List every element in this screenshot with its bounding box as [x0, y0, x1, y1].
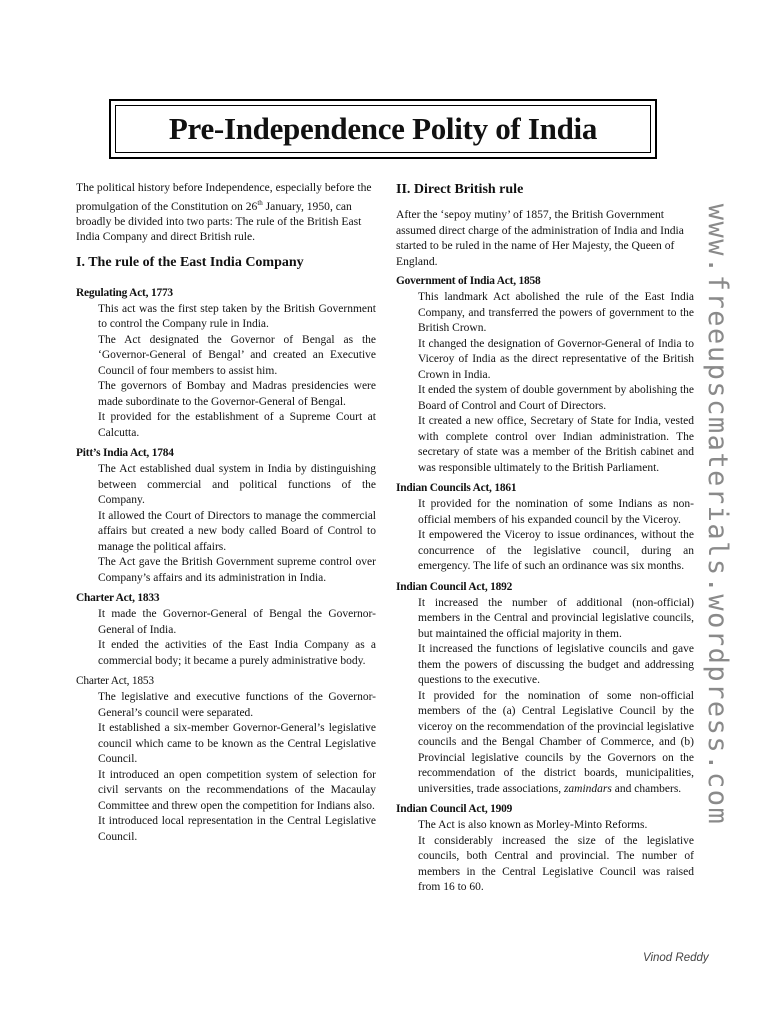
act-heading: Pitt’s India Act, 1784 [76, 447, 174, 460]
act-section [76, 447, 376, 586]
act-point: It increased the functions of legislative councils and gave them the powers of discussing the budget and addressing questions to the executive. [418, 643, 694, 686]
part2-intro: After the ‘sepoy mutiny’ of 1857, the British Government assumed direct charge of the administration of India and India started to be ruled in the name of Her Majesty, the Queen of England. [396, 208, 684, 268]
act-point: It increased the number of additional (non-official) members in the Central and provincial legislative councils, but maintained the official majority in them. [418, 596, 694, 640]
act-section [396, 482, 694, 575]
act-point: It provided for the nomination of some non-official members of the (a) Central Legislative Council by the viceroy on the recommendation of the provincial legislative councils and the Bengal Chamber of Commerce, and (b) Provincial legislative councils by the Governors on the recommendation of the district boards, municipalities, universities, trade associations, zamindars and chambers. [418, 689, 694, 795]
act-point: This landmark Act abolished the rule of the East India Company, and transferred the powers of government to the British Crown. [418, 291, 694, 334]
act-points [396, 290, 694, 476]
intro-paragraph [76, 180, 376, 245]
part1-acts [76, 287, 376, 846]
act-section [76, 592, 376, 669]
act-point: This act was the first step taken by the British Government to control the Company rule in India. [98, 302, 376, 331]
intro-superscript: th [257, 198, 263, 207]
act-point: It provided for the establishment of a Supreme Court at Calcutta. [98, 411, 376, 439]
act-point: It allowed the Court of Directors to manage the commercial affairs but created a new body called Board of Control to manage the political affairs. [98, 509, 376, 553]
act-points [396, 596, 694, 798]
act-point: The Act designated the Governor of Bengal as the ‘Governor-General of Bengal’ and created an Executive Council of four members to assist him. [98, 333, 376, 377]
right-column [396, 182, 694, 902]
act-heading: Regulating Act, 1773 [76, 286, 173, 299]
act-point: It ended the system of double government by abolishing the Board of Control and Court of Directors. [418, 384, 694, 412]
part2-acts [396, 275, 694, 896]
act-heading: Charter Act, 1853 [76, 675, 154, 688]
act-points [396, 818, 694, 896]
watermark-text: www.freeupscmaterials.wordpress.com [702, 203, 734, 825]
act-section [76, 675, 376, 845]
act-heading: Indian Council Act, 1909 [396, 803, 513, 815]
act-point: It introduced local representation in the Central Legislative Council. [98, 815, 376, 843]
act-points [76, 302, 376, 442]
act-point: It empowered the Viceroy to issue ordinances, without the concurrence of the legislative council, during an emergency. The life of such an ordinance was six months. [418, 529, 694, 572]
act-heading: Indian Councils Act, 1861 [396, 482, 517, 494]
author-name: Vinod Reddy [643, 952, 709, 964]
title-box [109, 99, 657, 159]
intro-text-after: January, 1950, can broadly be divided into two parts: The rule of the British East India Company and direct British rule. [76, 199, 362, 244]
act-point: The legislative and executive functions of the Governor-General’s council were separated. [98, 691, 376, 719]
act-point: It changed the designation of Governor-General of India to Viceroy of India as the direct representative of the British Crown in India. [418, 337, 694, 381]
act-point: The Act gave the British Government supreme control over Company’s affairs and its administration in India. [98, 556, 376, 584]
act-point: The Act established dual system in India by distinguishing between commercial and political functions of the Company. [98, 463, 376, 507]
title-inner-border [115, 105, 651, 153]
act-point: It introduced an open competition system of selection for civil servants on the recommendations of the Macaulay Committee and threw open the competition for Indians also. [98, 768, 376, 812]
act-point: It created a new office, Secretary of State for India, vested with complete control over Indian administration. The secretary of state was a member of the British cabinet and was responsible ultimately to the British Parliament. [418, 415, 694, 474]
act-point: It established a six-member Governor-General’s legislative council which came to be known as the Central Legislative Council. [98, 722, 376, 766]
intro-text-before: The political history before Independence, especially before the promulgation of the Constitution on 26 [76, 181, 372, 213]
act-heading: Government of India Act, 1858 [396, 275, 541, 287]
act-points [76, 690, 376, 845]
act-points [76, 607, 376, 669]
act-points [396, 497, 694, 575]
act-points [76, 462, 376, 586]
act-section [76, 287, 376, 442]
italic-term: zamindars [563, 782, 612, 795]
part1-heading: I. The rule of the East India Company [76, 254, 304, 270]
act-section [396, 581, 694, 798]
watermark [698, 126, 738, 902]
page-title: Pre-Independence Polity of India [168, 111, 598, 146]
act-point: It considerably increased the size of the legislative councils, both Central and provincial. The number of members in the Central Legislative Council was raised from 16 to 60. [418, 834, 694, 893]
act-heading: Indian Council Act, 1892 [396, 580, 513, 593]
act-section [396, 803, 694, 896]
act-section [396, 275, 694, 476]
act-point: It made the Governor-General of Bengal the Governor-General of India. [98, 608, 376, 636]
part2-heading: II. Direct British rule [396, 182, 524, 197]
act-point: The Act is also known as Morley-Minto Reforms. [418, 819, 648, 831]
left-column [76, 180, 376, 851]
act-heading: Charter Act, 1833 [76, 592, 160, 605]
act-point: It ended the activities of the East India Company as a commercial body; it became a purely administrative body. [98, 639, 376, 667]
act-point: The governors of Bombay and Madras presidencies were made subordinate to the Governor-General of Bengal. [98, 380, 376, 408]
act-point: It provided for the nomination of some Indians as non-official members of his expanded council by the Viceroy. [418, 498, 694, 526]
